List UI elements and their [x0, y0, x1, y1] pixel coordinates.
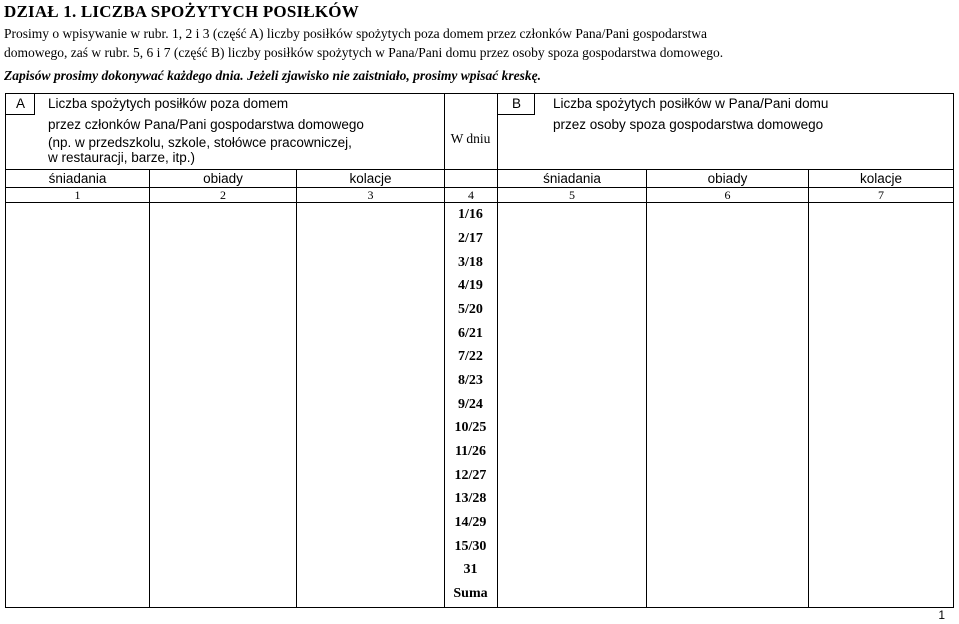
- col-b-dinner: kolacje: [859, 171, 903, 186]
- col-number-4: 4: [468, 188, 474, 202]
- page-number: 1: [938, 608, 945, 622]
- day-label-total: Suma: [453, 586, 488, 601]
- instruction-note: Zapisów prosimy dokonywać każdego dnia. Jeżeli zjawisko nie zaistniało, prosimy wpisać kreskę.: [4, 68, 542, 83]
- day-label: 4/19: [458, 278, 483, 293]
- part-b-line2: przez osoby spoza gospodarstwa domowego: [553, 117, 824, 132]
- intro-text-line2: domowego, zaś w rubr. 5, 6 i 7 (część B) liczby posiłków spożytych w Pana/Pani domu przez osoby spoza gospodarstwa domowego.: [4, 45, 724, 60]
- col-b-lunch: obiady: [707, 171, 748, 186]
- col-number-3: 3: [367, 188, 374, 202]
- col-a-lunch: obiady: [203, 171, 243, 186]
- day-label: 11/26: [454, 444, 487, 459]
- col-number-6: 6: [724, 188, 731, 202]
- day-label: 15/30: [454, 539, 487, 554]
- day-label: 7/22: [458, 349, 483, 364]
- day-label: 6/21: [458, 326, 483, 341]
- col-number-1: 1: [74, 188, 81, 202]
- day-label: 8/23: [458, 373, 483, 388]
- col-number-5: 5: [569, 188, 575, 202]
- day-label: 12/27: [454, 468, 487, 483]
- col-number-2: 2: [220, 188, 226, 202]
- day-label: 13/28: [454, 491, 487, 506]
- day-label: 31: [463, 562, 478, 577]
- part-a-line4: w restauracji, barze, itp.): [48, 150, 196, 165]
- part-a-title: Liczba spożytych posiłków poza domem: [48, 96, 289, 111]
- day-label: 1/16: [458, 207, 483, 222]
- part-a-line3: (np. w przedszkolu, szkole, stołówce pracowniczej,: [48, 135, 352, 150]
- day-column-label: W dniu: [450, 131, 491, 146]
- part-a-letter: A: [16, 96, 26, 111]
- col-b-breakfast: śniadania: [543, 171, 601, 186]
- intro-text-line1: Prosimy o wpisywanie w rubr. 1, 2 i 3 (część A) liczby posiłków spożytych poza domem przez członków Pana/Pani gospodarstwa: [4, 26, 707, 41]
- part-a-line2: przez członków Pana/Pani gospodarstwa domowego: [48, 117, 364, 132]
- day-label: 9/24: [458, 397, 483, 412]
- day-label: 5/20: [458, 302, 483, 317]
- section-title: DZIAŁ 1. LICZBA SPOŻYTYCH POSIŁKÓW: [4, 2, 359, 21]
- day-label: 10/25: [454, 420, 487, 435]
- col-a-breakfast: śniadania: [48, 171, 107, 186]
- col-a-dinner: kolacje: [349, 171, 392, 186]
- day-label: 14/29: [454, 515, 487, 530]
- part-b-title: Liczba spożytych posiłków w Pana/Pani domu: [553, 96, 829, 111]
- part-b-letter: B: [512, 96, 522, 111]
- day-label: 3/18: [458, 255, 483, 270]
- day-label: 2/17: [458, 231, 483, 246]
- col-number-7: 7: [878, 188, 884, 202]
